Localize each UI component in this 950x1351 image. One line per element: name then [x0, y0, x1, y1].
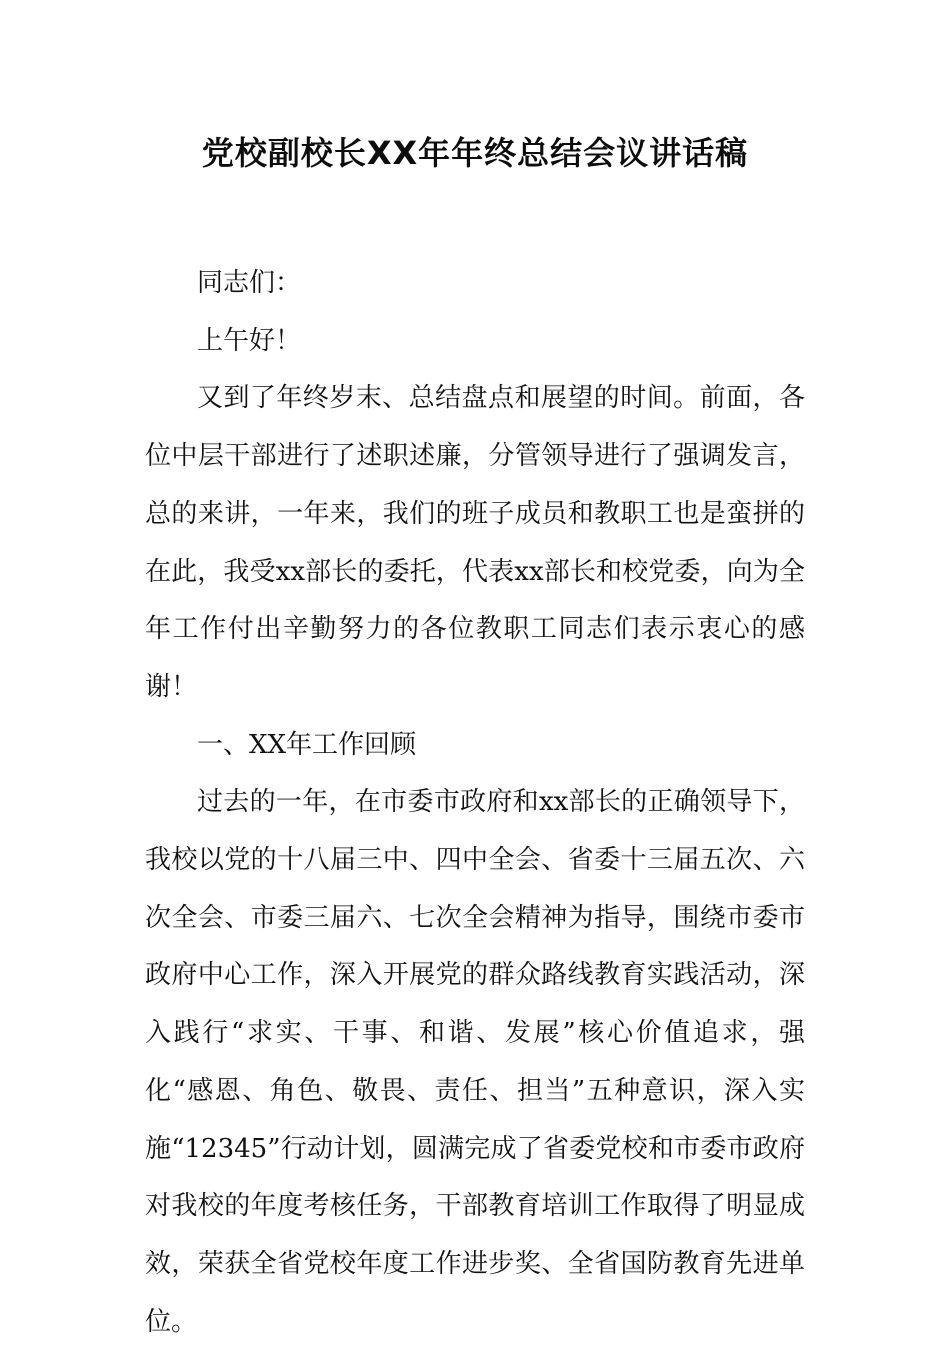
salutation-paragraph: 同志们：	[197, 268, 302, 298]
review-paragraph: 过去的一年，在市委市政府和xx部长的正确领导下，我校以党的十八届三中、四中全会、省委十三届五次、六次全会、市委三届六、七次全会精神为指导，围绕市委市政府中心工作，深入开展党的群众路线教育实践活动，深入践行“求实、干事、和谐、发展”核心价值追求，强化“感恩、角色、敬畏、责任、担当”五种意识，深入实施“12345”行动计划，圆满完成了省委党校和市委市政府对我校的年度考核任务，干部教育培训工作取得了明显成效，荣获全省党校年度工作进步奖、全省国防教育先进单位。	[145, 787, 805, 1337]
document-body	[145, 255, 805, 1351]
greeting-paragraph: 上午好！	[197, 325, 302, 356]
intro-paragraph: 又到了年终岁末、总结盘点和展望的时间。前面，各位中层干部进行了述职述廉，分管领导进行了强调发言，总的来讲，一年来，我们的班子成员和教职工也是蛮拼的在此，我受xx部长的委托，代表xx部长和校党委，向为全年工作付出辛勤努力的各位教职工同志们表示衷心的感谢！	[145, 383, 805, 702]
document-title: 党校副校长XX年年终总结会议讲话稿	[201, 134, 749, 172]
section-heading-review: 一、XX年工作回顾	[197, 729, 417, 760]
